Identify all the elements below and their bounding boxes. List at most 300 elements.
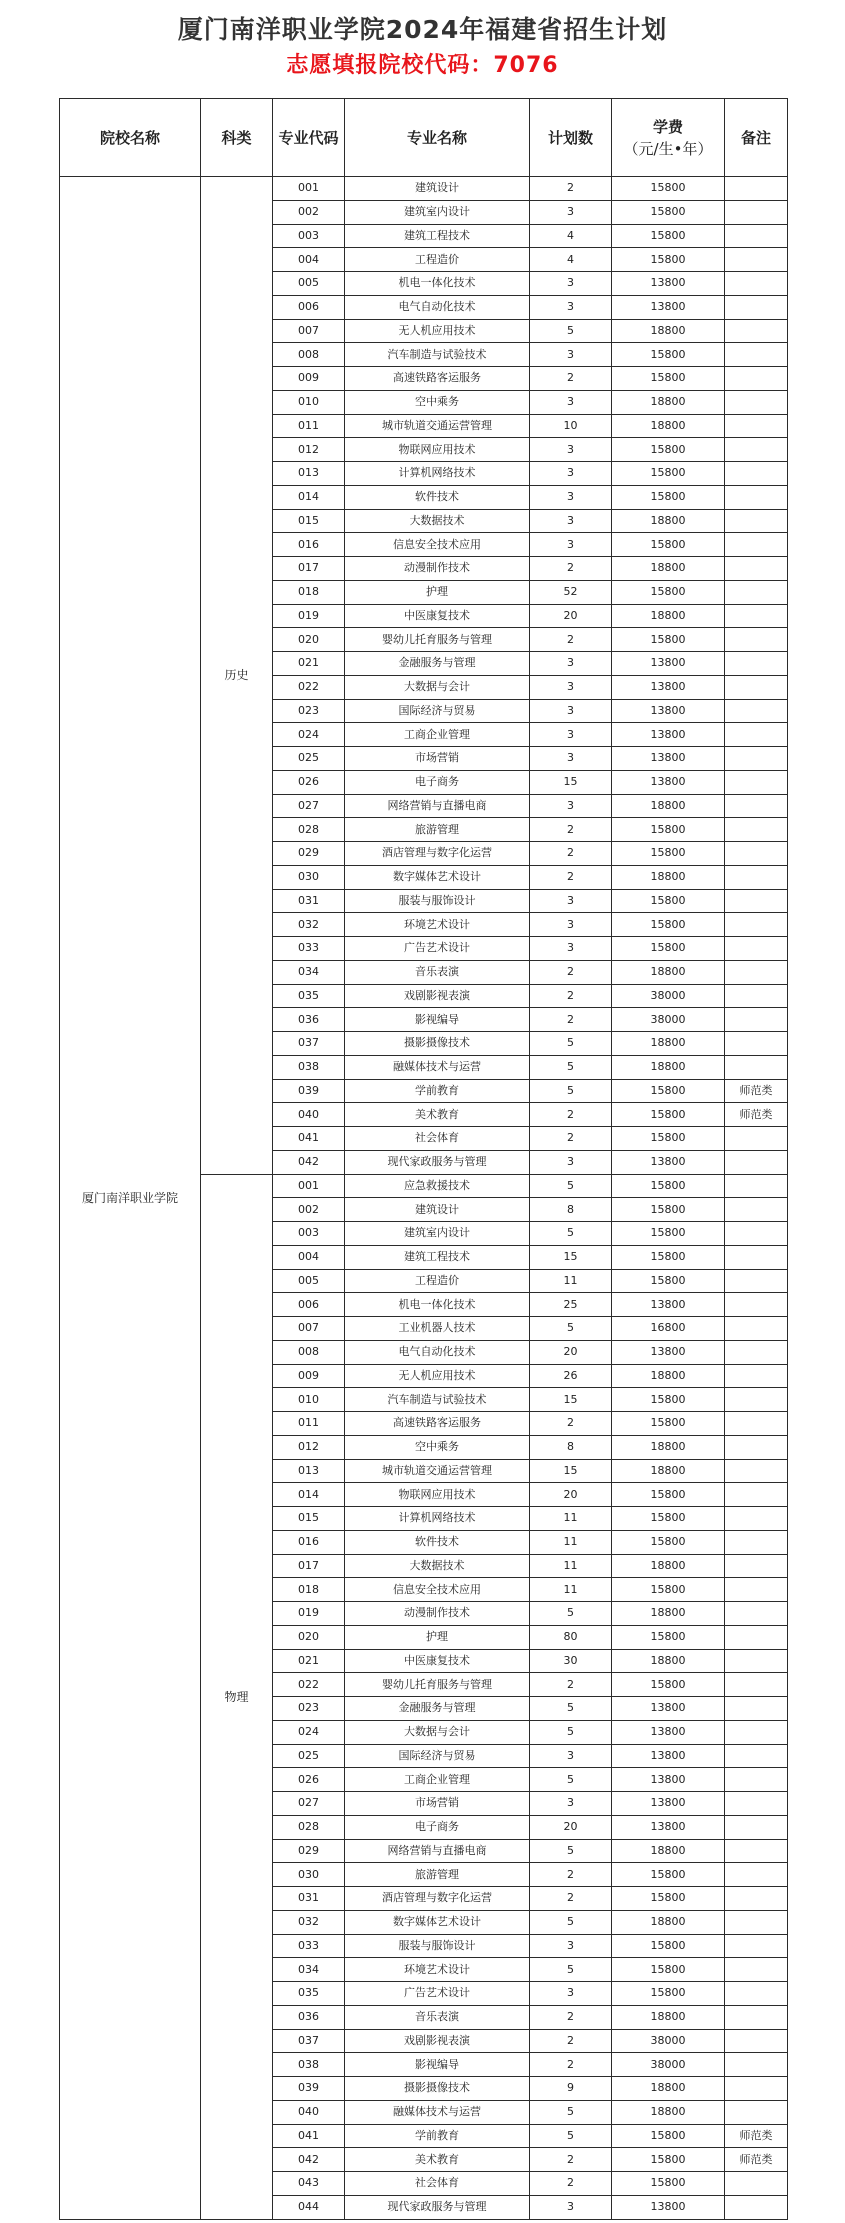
- cell-plan: 2: [530, 2172, 612, 2196]
- cell-name: 广告艺术设计: [345, 1982, 530, 2006]
- cell-note: [725, 604, 788, 628]
- cell-plan: 30: [530, 1649, 612, 1673]
- cell-name: 学前教育: [345, 1079, 530, 1103]
- cell-fee: 18800: [612, 1364, 725, 1388]
- cell-plan: 11: [530, 1507, 612, 1531]
- cell-name: 软件技术: [345, 485, 530, 509]
- cell-note: [725, 960, 788, 984]
- cell-fee: 15800: [612, 1934, 725, 1958]
- cell-plan: 3: [530, 699, 612, 723]
- cell-note: [725, 1388, 788, 1412]
- cell-name: 服装与服饰设计: [345, 889, 530, 913]
- cell-fee: 18800: [612, 1459, 725, 1483]
- cell-plan: 5: [530, 2100, 612, 2124]
- cell-plan: 2: [530, 960, 612, 984]
- cell-name: 酒店管理与数字化运营: [345, 1887, 530, 1911]
- cell-note: [725, 248, 788, 272]
- cell-code: 031: [273, 1887, 345, 1911]
- cell-note: [725, 343, 788, 367]
- cell-note: [725, 1293, 788, 1317]
- cell-code: 039: [273, 1079, 345, 1103]
- header-plan: 计划数: [530, 99, 612, 177]
- cell-plan: 3: [530, 723, 612, 747]
- cell-plan: 2: [530, 367, 612, 391]
- cell-code: 043: [273, 2172, 345, 2196]
- cell-note: [725, 1032, 788, 1056]
- cell-name: 美术教育: [345, 2148, 530, 2172]
- cell-code: 021: [273, 1649, 345, 1673]
- cell-fee: 18800: [612, 794, 725, 818]
- cell-note: [725, 1174, 788, 1198]
- cell-name: 旅游管理: [345, 1863, 530, 1887]
- cell-name: 动漫制作技术: [345, 557, 530, 581]
- cell-code: 014: [273, 485, 345, 509]
- cell-note: 师范类: [725, 1103, 788, 1127]
- cell-name: 市场营销: [345, 747, 530, 771]
- cell-note: [725, 485, 788, 509]
- cell-note: [725, 770, 788, 794]
- cell-plan: 25: [530, 1293, 612, 1317]
- cell-fee: 15800: [612, 1174, 725, 1198]
- cell-code: 007: [273, 1317, 345, 1341]
- cell-name: 广告艺术设计: [345, 937, 530, 961]
- cell-note: [725, 462, 788, 486]
- cell-note: [725, 1863, 788, 1887]
- cell-name: 中医康复技术: [345, 1649, 530, 1673]
- cell-fee: 15800: [612, 818, 725, 842]
- cell-code: 032: [273, 913, 345, 937]
- cell-name: 建筑工程技术: [345, 1245, 530, 1269]
- cell-code: 011: [273, 414, 345, 438]
- cell-note: [725, 1317, 788, 1341]
- table-row: [60, 177, 788, 201]
- cell-code: 032: [273, 1910, 345, 1934]
- cell-code: 001: [273, 177, 345, 201]
- cell-code: 024: [273, 1720, 345, 1744]
- cell-fee: 15800: [612, 1222, 725, 1246]
- cell-name: 物联网应用技术: [345, 1483, 530, 1507]
- cell-fee: 13800: [612, 272, 725, 296]
- cell-code: 042: [273, 2148, 345, 2172]
- cell-note: [725, 1245, 788, 1269]
- cell-plan: 3: [530, 2195, 612, 2219]
- cell-code: 010: [273, 390, 345, 414]
- cell-fee: 15800: [612, 200, 725, 224]
- cell-plan: 3: [530, 794, 612, 818]
- cell-code: 030: [273, 1863, 345, 1887]
- cell-name: 城市轨道交通运营管理: [345, 1459, 530, 1483]
- cell-name: 计算机网络技术: [345, 462, 530, 486]
- cell-fee: 18800: [612, 390, 725, 414]
- cell-name: 现代家政服务与管理: [345, 1150, 530, 1174]
- cell-plan: 11: [530, 1530, 612, 1554]
- cell-plan: 2: [530, 1887, 612, 1911]
- cell-plan: 5: [530, 1222, 612, 1246]
- cell-note: [725, 2005, 788, 2029]
- cell-plan: 3: [530, 343, 612, 367]
- cell-note: [725, 1435, 788, 1459]
- cell-note: [725, 2053, 788, 2077]
- cell-fee: 13800: [612, 1697, 725, 1721]
- cell-plan: 15: [530, 1245, 612, 1269]
- cell-plan: 2: [530, 628, 612, 652]
- cell-plan: 2: [530, 1103, 612, 1127]
- cell-code: 024: [273, 723, 345, 747]
- cell-code: 013: [273, 1459, 345, 1483]
- cell-plan: 5: [530, 1697, 612, 1721]
- cell-name: 护理: [345, 580, 530, 604]
- cell-note: [725, 1364, 788, 1388]
- cell-note: 师范类: [725, 1079, 788, 1103]
- cell-fee: 18800: [612, 604, 725, 628]
- cell-fee: 15800: [612, 1412, 725, 1436]
- cell-fee: 13800: [612, 699, 725, 723]
- cell-fee: 13800: [612, 1792, 725, 1816]
- cell-fee: 18800: [612, 1032, 725, 1056]
- cell-note: [725, 295, 788, 319]
- cell-name: 戏剧影视表演: [345, 984, 530, 1008]
- cell-fee: 18800: [612, 960, 725, 984]
- cell-code: 033: [273, 937, 345, 961]
- cell-fee: 18800: [612, 509, 725, 533]
- cell-plan: 20: [530, 1340, 612, 1364]
- cell-plan: 8: [530, 1198, 612, 1222]
- cell-fee: 13800: [612, 1768, 725, 1792]
- cell-code: 040: [273, 1103, 345, 1127]
- cell-fee: 15800: [612, 1127, 725, 1151]
- cell-fee: 15800: [612, 1982, 725, 2006]
- cell-fee: 18800: [612, 1649, 725, 1673]
- cell-code: 008: [273, 1340, 345, 1364]
- cell-name: 婴幼儿托育服务与管理: [345, 1673, 530, 1697]
- cell-fee: 18800: [612, 1602, 725, 1626]
- cell-note: [725, 889, 788, 913]
- cell-note: [725, 1649, 788, 1673]
- cell-fee: 13800: [612, 1150, 725, 1174]
- header-fee: [612, 99, 725, 177]
- cell-note: [725, 319, 788, 343]
- cell-fee: 15800: [612, 628, 725, 652]
- cell-plan: 3: [530, 1744, 612, 1768]
- cell-plan: 3: [530, 913, 612, 937]
- cell-name: 大数据与会计: [345, 1720, 530, 1744]
- cell-note: [725, 937, 788, 961]
- cell-name: 无人机应用技术: [345, 1364, 530, 1388]
- cell-name: 空中乘务: [345, 1435, 530, 1459]
- cell-plan: 2: [530, 1008, 612, 1032]
- cell-fee: 15800: [612, 224, 725, 248]
- cell-fee: 15800: [612, 2124, 725, 2148]
- cell-fee: 18800: [612, 557, 725, 581]
- cell-name: 汽车制造与试验技术: [345, 1388, 530, 1412]
- cell-name: 建筑工程技术: [345, 224, 530, 248]
- cell-fee: 15800: [612, 580, 725, 604]
- cell-name: 工业机器人技术: [345, 1317, 530, 1341]
- cell-note: [725, 818, 788, 842]
- cell-plan: 3: [530, 485, 612, 509]
- cell-name: 工商企业管理: [345, 723, 530, 747]
- cell-name: 建筑设计: [345, 177, 530, 201]
- cell-fee: 15800: [612, 1673, 725, 1697]
- cell-plan: 5: [530, 1602, 612, 1626]
- cell-code: 008: [273, 343, 345, 367]
- cell-code: 015: [273, 1507, 345, 1531]
- cell-note: [725, 865, 788, 889]
- cell-fee: 15800: [612, 1507, 725, 1531]
- cell-fee: 18800: [612, 2100, 725, 2124]
- cell-name: 摄影摄像技术: [345, 1032, 530, 1056]
- header-subject: 科类: [201, 99, 273, 177]
- cell-name: 城市轨道交通运营管理: [345, 414, 530, 438]
- header-fee-label: 学费: [652, 117, 683, 136]
- cell-fee: 13800: [612, 1815, 725, 1839]
- cell-note: [725, 984, 788, 1008]
- cell-note: [725, 1459, 788, 1483]
- cell-note: [725, 1340, 788, 1364]
- cell-fee: 13800: [612, 1340, 725, 1364]
- page-title: 厦门南洋职业学院2024年福建省招生计划: [177, 15, 668, 44]
- cell-fee: 15800: [612, 1198, 725, 1222]
- cell-plan: 2: [530, 2029, 612, 2053]
- cell-note: [725, 2077, 788, 2101]
- cell-name: 婴幼儿托育服务与管理: [345, 628, 530, 652]
- cell-note: [725, 1412, 788, 1436]
- cell-note: [725, 723, 788, 747]
- cell-plan: 3: [530, 889, 612, 913]
- cell-note: [725, 1744, 788, 1768]
- cell-code: 036: [273, 1008, 345, 1032]
- cell-plan: 2: [530, 842, 612, 866]
- cell-code: 003: [273, 1222, 345, 1246]
- cell-fee: 15800: [612, 177, 725, 201]
- cell-fee: 13800: [612, 652, 725, 676]
- cell-name: 美术教育: [345, 1103, 530, 1127]
- cell-code: 025: [273, 1744, 345, 1768]
- cell-note: 师范类: [725, 2148, 788, 2172]
- cell-note: [725, 2195, 788, 2219]
- cell-fee: 15800: [612, 1483, 725, 1507]
- cell-code: 035: [273, 984, 345, 1008]
- cell-plan: 52: [530, 580, 612, 604]
- cell-fee: 15800: [612, 438, 725, 462]
- cell-code: 002: [273, 1198, 345, 1222]
- cell-plan: 2: [530, 818, 612, 842]
- cell-code: 035: [273, 1982, 345, 2006]
- cell-note: [725, 1150, 788, 1174]
- cell-plan: 3: [530, 438, 612, 462]
- cell-code: 005: [273, 1269, 345, 1293]
- cell-code: 020: [273, 628, 345, 652]
- cell-plan: 20: [530, 604, 612, 628]
- cell-name: 应急救援技术: [345, 1174, 530, 1198]
- cell-name: 融媒体技术与运营: [345, 1055, 530, 1079]
- cell-note: [725, 390, 788, 414]
- cell-plan: 3: [530, 1150, 612, 1174]
- cell-code: 015: [273, 509, 345, 533]
- cell-plan: 5: [530, 2124, 612, 2148]
- cell-plan: 9: [530, 2077, 612, 2101]
- cell-plan: 2: [530, 1863, 612, 1887]
- cell-plan: 3: [530, 272, 612, 296]
- cell-code: 019: [273, 1602, 345, 1626]
- cell-fee: 15800: [612, 248, 725, 272]
- cell-code: 030: [273, 865, 345, 889]
- cell-note: [725, 842, 788, 866]
- cell-fee: 15800: [612, 1079, 725, 1103]
- cell-name: 音乐表演: [345, 960, 530, 984]
- cell-code: 041: [273, 1127, 345, 1151]
- cell-name: 环境艺术设计: [345, 913, 530, 937]
- cell-note: [725, 438, 788, 462]
- cell-name: 音乐表演: [345, 2005, 530, 2029]
- cell-code: 028: [273, 1815, 345, 1839]
- cell-code: 006: [273, 1293, 345, 1317]
- cell-note: [725, 1602, 788, 1626]
- cell-note: [725, 1910, 788, 1934]
- header-note: 备注: [725, 99, 788, 177]
- cell-name: 空中乘务: [345, 390, 530, 414]
- cell-name: 金融服务与管理: [345, 652, 530, 676]
- cell-plan: 3: [530, 652, 612, 676]
- cell-fee: 38000: [612, 984, 725, 1008]
- cell-note: [725, 200, 788, 224]
- school-name-cell: 厦门南洋职业学院: [60, 177, 201, 2220]
- enrollment-plan-table: [59, 98, 788, 2220]
- cell-note: [725, 794, 788, 818]
- cell-plan: 15: [530, 770, 612, 794]
- cell-plan: 5: [530, 1958, 612, 1982]
- cell-plan: 3: [530, 390, 612, 414]
- cell-code: 039: [273, 2077, 345, 2101]
- cell-plan: 3: [530, 1982, 612, 2006]
- cell-plan: 2: [530, 984, 612, 1008]
- cell-code: 023: [273, 699, 345, 723]
- cell-note: [725, 1483, 788, 1507]
- cell-plan: 20: [530, 1815, 612, 1839]
- cell-code: 037: [273, 1032, 345, 1056]
- cell-code: 016: [273, 1530, 345, 1554]
- cell-plan: 2: [530, 1412, 612, 1436]
- cell-name: 大数据技术: [345, 1554, 530, 1578]
- cell-name: 摄影摄像技术: [345, 2077, 530, 2101]
- cell-code: 038: [273, 2053, 345, 2077]
- cell-note: 师范类: [725, 2124, 788, 2148]
- cell-plan: 4: [530, 248, 612, 272]
- cell-plan: 3: [530, 1934, 612, 1958]
- cell-name: 影视编导: [345, 2053, 530, 2077]
- cell-code: 041: [273, 2124, 345, 2148]
- cell-name: 高速铁路客运服务: [345, 367, 530, 391]
- cell-code: 018: [273, 1578, 345, 1602]
- cell-code: 006: [273, 295, 345, 319]
- cell-note: [725, 1958, 788, 1982]
- cell-name: 酒店管理与数字化运营: [345, 842, 530, 866]
- cell-name: 计算机网络技术: [345, 1507, 530, 1531]
- header-major-name: 专业名称: [345, 99, 530, 177]
- cell-name: 软件技术: [345, 1530, 530, 1554]
- cell-name: 学前教育: [345, 2124, 530, 2148]
- cell-name: 国际经济与贸易: [345, 1744, 530, 1768]
- table-body: [60, 177, 788, 2220]
- cell-name: 电子商务: [345, 1815, 530, 1839]
- cell-note: [725, 1269, 788, 1293]
- cell-name: 电子商务: [345, 770, 530, 794]
- cell-note: [725, 414, 788, 438]
- cell-note: [725, 1507, 788, 1531]
- cell-fee: 13800: [612, 2195, 725, 2219]
- cell-fee: 15800: [612, 1625, 725, 1649]
- cell-note: [725, 747, 788, 771]
- cell-code: 011: [273, 1412, 345, 1436]
- cell-name: 社会体育: [345, 2172, 530, 2196]
- cell-fee: 15800: [612, 1887, 725, 1911]
- cell-code: 013: [273, 462, 345, 486]
- cell-note: [725, 2172, 788, 2196]
- cell-name: 中医康复技术: [345, 604, 530, 628]
- header-major-code: 专业代码: [273, 99, 345, 177]
- cell-code: 010: [273, 1388, 345, 1412]
- cell-fee: 15800: [612, 2172, 725, 2196]
- cell-note: [725, 1578, 788, 1602]
- cell-note: [725, 699, 788, 723]
- cell-code: 028: [273, 818, 345, 842]
- cell-code: 029: [273, 842, 345, 866]
- cell-code: 004: [273, 248, 345, 272]
- cell-plan: 5: [530, 1055, 612, 1079]
- cell-plan: 2: [530, 177, 612, 201]
- cell-code: 017: [273, 557, 345, 581]
- cell-note: [725, 1127, 788, 1151]
- cell-fee: 13800: [612, 1293, 725, 1317]
- cell-plan: 15: [530, 1388, 612, 1412]
- cell-note: [725, 1982, 788, 2006]
- cell-plan: 20: [530, 1483, 612, 1507]
- cell-fee: 13800: [612, 770, 725, 794]
- cell-fee: 15800: [612, 937, 725, 961]
- cell-code: 026: [273, 1768, 345, 1792]
- cell-code: 009: [273, 1364, 345, 1388]
- cell-plan: 3: [530, 295, 612, 319]
- cell-fee: 15800: [612, 1388, 725, 1412]
- cell-plan: 10: [530, 414, 612, 438]
- cell-name: 数字媒体艺术设计: [345, 1910, 530, 1934]
- cell-fee: 13800: [612, 295, 725, 319]
- cell-fee: 13800: [612, 1744, 725, 1768]
- cell-plan: 80: [530, 1625, 612, 1649]
- cell-name: 建筑室内设计: [345, 1222, 530, 1246]
- header-fee-unit: （元/生•年）: [623, 139, 713, 158]
- cell-plan: 5: [530, 1032, 612, 1056]
- cell-plan: 2: [530, 1127, 612, 1151]
- cell-fee: 13800: [612, 723, 725, 747]
- cell-name: 电气自动化技术: [345, 295, 530, 319]
- cell-note: [725, 2100, 788, 2124]
- cell-plan: 5: [530, 1768, 612, 1792]
- cell-code: 009: [273, 367, 345, 391]
- cell-code: 005: [273, 272, 345, 296]
- cell-plan: 3: [530, 675, 612, 699]
- cell-plan: 5: [530, 1910, 612, 1934]
- cell-fee: 18800: [612, 414, 725, 438]
- cell-fee: 18800: [612, 2005, 725, 2029]
- cell-code: 003: [273, 224, 345, 248]
- cell-note: [725, 224, 788, 248]
- cell-plan: 11: [530, 1578, 612, 1602]
- cell-note: [725, 913, 788, 937]
- cell-name: 现代家政服务与管理: [345, 2195, 530, 2219]
- cell-name: 戏剧影视表演: [345, 2029, 530, 2053]
- cell-code: 021: [273, 652, 345, 676]
